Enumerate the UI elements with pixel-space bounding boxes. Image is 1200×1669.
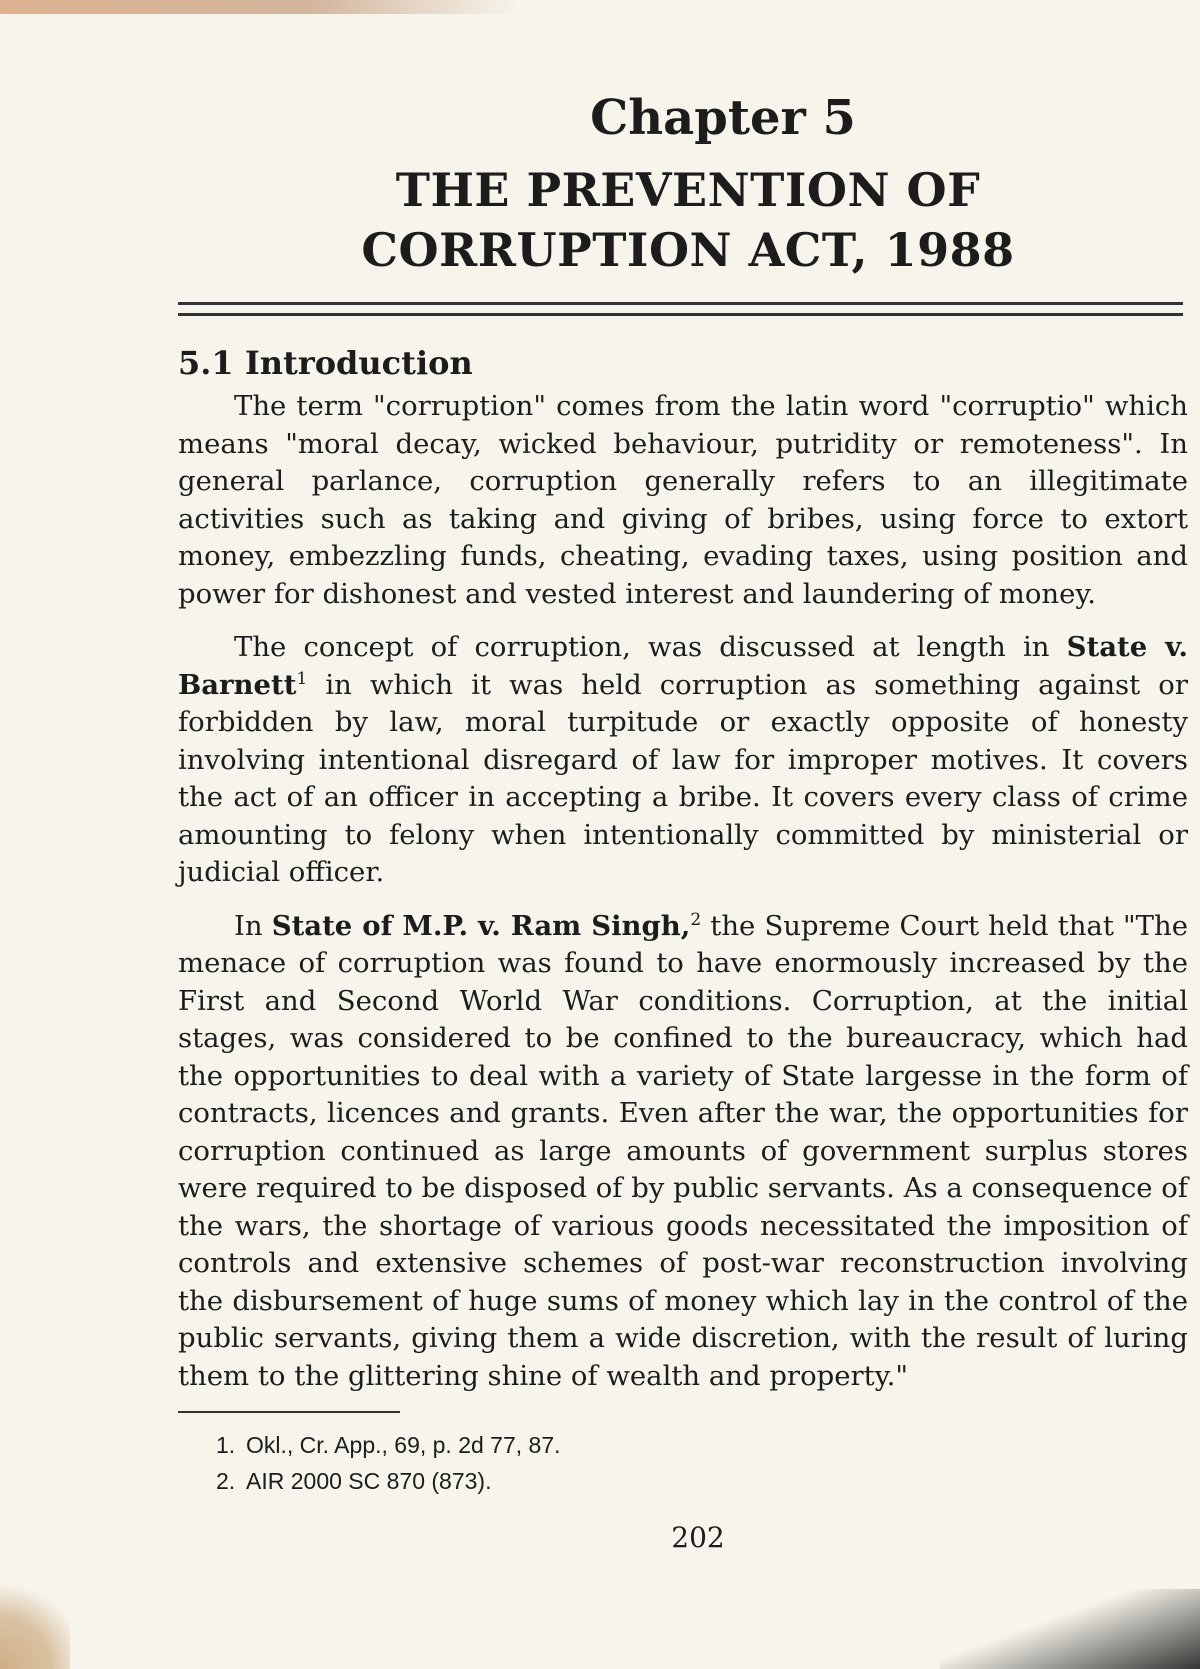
page-edge-shadow <box>940 1589 1200 1669</box>
chapter-title <box>178 160 1188 280</box>
background-fabric <box>0 0 520 14</box>
chapter-title-line1: THE PREVENTION OF <box>395 163 981 217</box>
paragraph-2 <box>178 629 1188 892</box>
chapter-label: Chapter 5 <box>590 90 856 146</box>
paragraph-3-text-a: In <box>234 909 272 942</box>
page-number: 202 <box>671 1521 725 1554</box>
chapter-title-line2: CORRUPTION ACT, 1988 <box>361 223 1015 277</box>
footnote-ref-1: 1 <box>296 668 308 689</box>
section-heading: 5.1 Introduction <box>178 344 473 382</box>
paragraph-2-text-b: in which it was held corruption as something against or forbidden by law, moral turpitude or exactly opposite of honesty involving intentional disregard of law for improper motives. It covers the act of an officer in accepting a bribe. It covers every class of crime amounting to felony when intentionally committed by ministerial or judicial officer. <box>178 668 1188 888</box>
footnote-2-text: AIR 2000 SC 870 (873). <box>246 1468 492 1494</box>
paragraph-1: The term "corruption" comes from the latin word "corruptio" which means "moral decay, wicked behaviour, putridity or remoteness". In general parlance, corruption generally refers to an illegitimate activities such as taking and giving of bribes, using force to extort money, embezzling funds, cheating, evading taxes, using position and power for dishonest and vested interest and laundering of money. <box>178 390 1188 610</box>
footnote-divider <box>178 1411 400 1413</box>
case-name-state-v-barnett: State v. Barnett <box>178 631 1188 701</box>
title-double-rule <box>178 302 1183 316</box>
footnote-2-number: 2. <box>216 1468 236 1494</box>
footnote-ref-2: 2 <box>690 909 702 930</box>
paragraph-3 <box>178 908 1188 1396</box>
paragraph-2-text-a: The concept of corruption, was discussed at length in <box>234 631 1067 663</box>
footnote-2 <box>216 1463 1188 1499</box>
footnote-1-text: Okl., Cr. App., 69, p. 2d 77, 87. <box>246 1432 561 1458</box>
paragraph-3-text-b: the Supreme Court held that "The menace of corruption was found to have enormously increased by the First and Second World War conditions. Corruption, at the initial stages, was considered to be confined to the bureaucracy, which had the opportunities to deal with a variety of State largesse in the form of contracts, licences and grants. Even after the war, the opportunities for corruption continued as large amounts of government surplus stores were required to be disposed of by public servants. As a consequence of the wars, the shortage of various goods necessitated the imposition of controls and extensive schemes of post-war reconstruction involving the disbursement of huge sums of money which lay in the control of the public servants, giving them a wide discretion, with the result of luring them to the glittering shine of wealth and property." <box>178 909 1188 1392</box>
page-content <box>178 90 1188 1554</box>
case-name-state-of-mp-v-ram-singh: State of M.P. v. Ram Singh, <box>271 909 691 942</box>
footnote-1-number: 1. <box>216 1432 236 1458</box>
background-fabric-corner <box>0 1579 70 1669</box>
footnote-1 <box>216 1427 1188 1463</box>
